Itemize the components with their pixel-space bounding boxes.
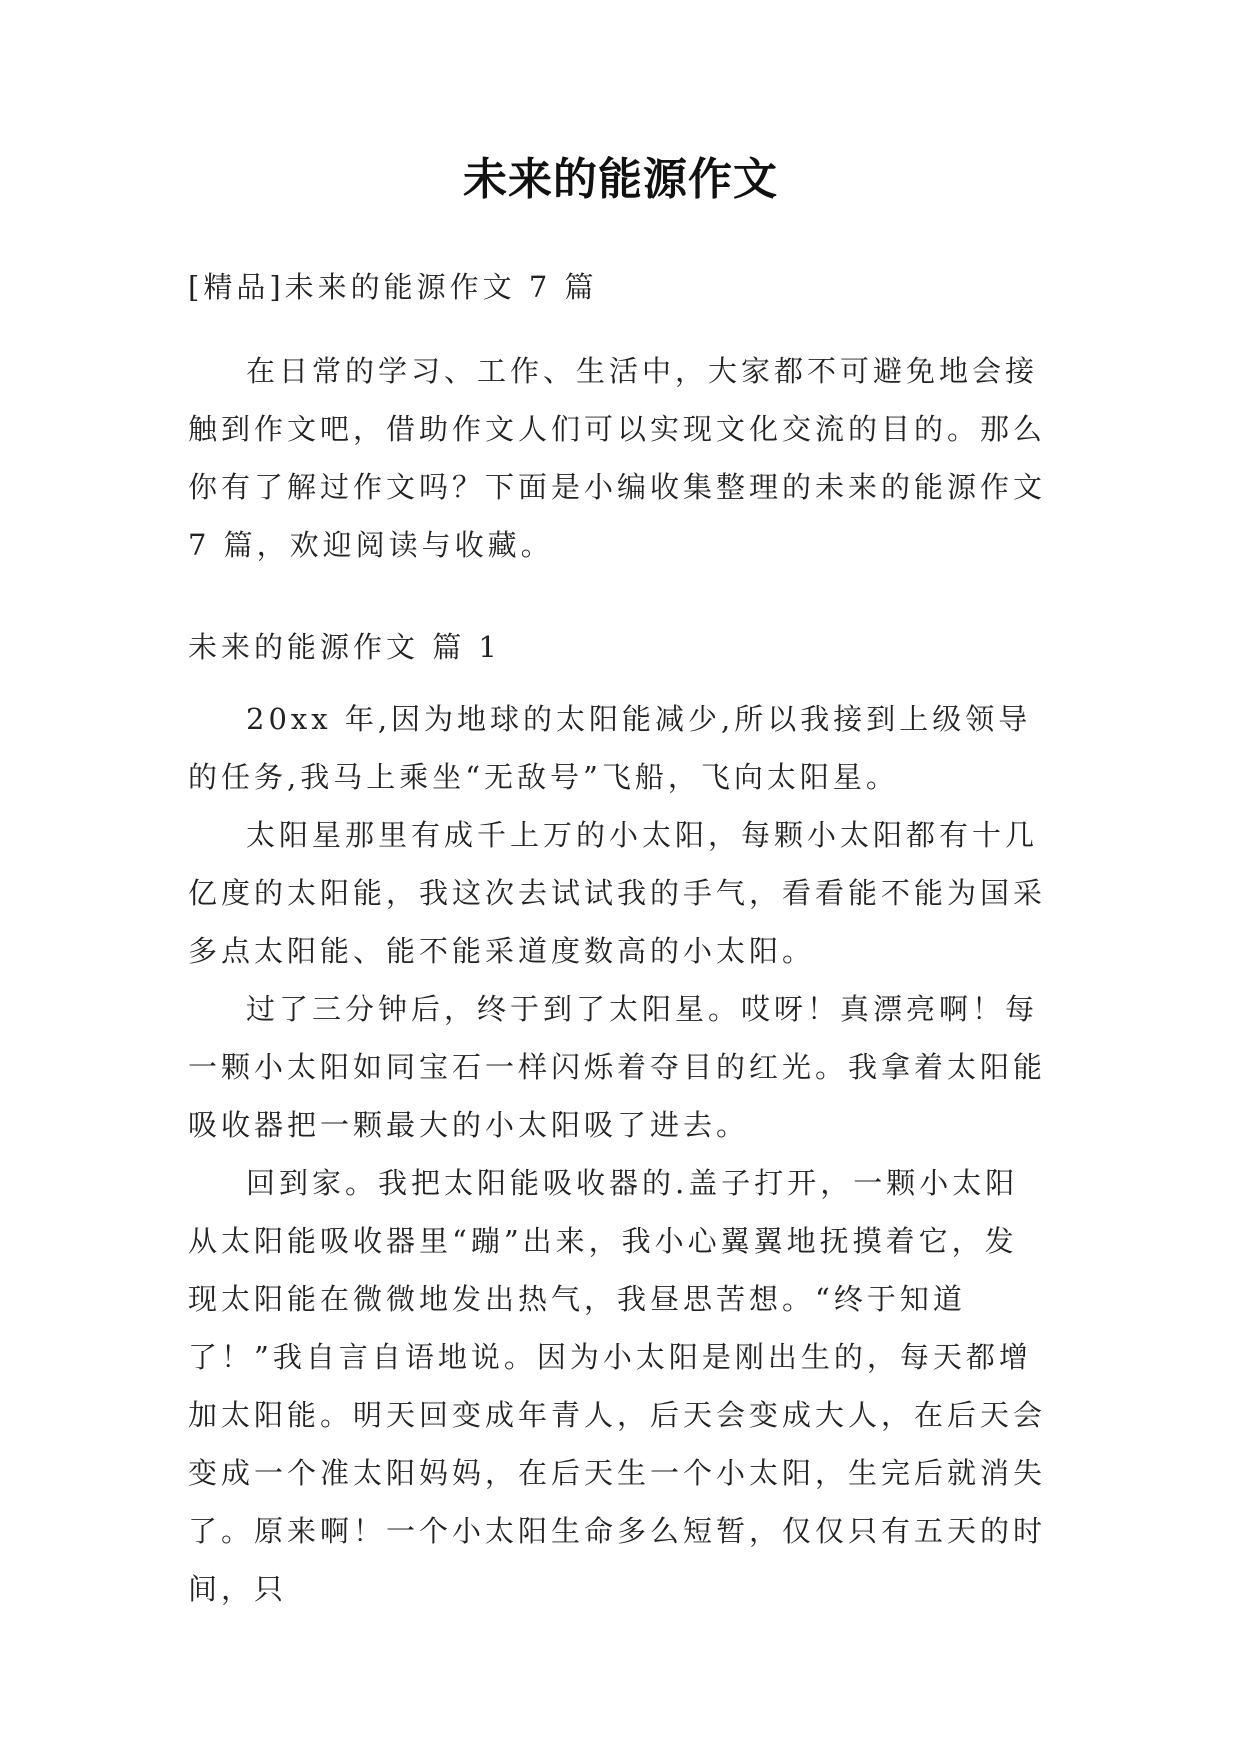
document-title: 未来的能源作文 (463, 154, 778, 205)
paragraph-4: 回到家。我把太阳能吸收器的.盖子打开，一颗小太阳从太阳能吸收器里“蹦”出来，我小心翼翼地抚摸着它，发现太阳能在微微地发出热气，我昼思苦想。“终于知道了！”我自言自语地说。因为小太阳是刚出生的，每天都增加太阳能。明天回变成年青人，后天会变成大人，在后天会变成一个准太阳妈妈，在后天生一个小太阳，生完后就消失了。原来啊！一个小太阳生命多么短暂，仅仅只有五天的时间，只 (188, 1166, 1047, 1606)
section-body (188, 690, 1048, 1618)
document-subtitle: [精品]未来的能源作文 7 篇 (188, 270, 598, 304)
paragraph-1: 20xx 年,因为地球的太阳能减少,所以我接到上级领导的任务,我马上乘坐“无敌号”飞船，飞向太阳星。 (188, 702, 1032, 794)
paragraph-3: 过了三分钟后，终于到了太阳星。哎呀！真漂亮啊！每一颗小太阳如同宝石一样闪烁着夺目的红光。我拿着太阳能吸收器把一颗最大的小太阳吸了进去。 (188, 992, 1047, 1142)
intro-section (188, 342, 1048, 574)
section-heading (188, 618, 1048, 676)
paragraph-2: 太阳星那里有成千上万的小太阳，每颗小太阳都有十几亿度的太阳能，我这次去试试我的手气，看看能不能为国采多点太阳能、能不能采道度数高的小太阳。 (188, 818, 1047, 968)
section-heading-text: 未来的能源作文 篇 1 (188, 630, 501, 664)
intro-paragraph: 在日常的学习、工作、生活中，大家都不可避免地会接触到作文吧，借助作文人们可以实现文化交流的目的。那么你有了解过作文吗？下面是小编收集整理的未来的能源作文 7 篇，欢迎阅读与收藏。 (188, 354, 1047, 562)
